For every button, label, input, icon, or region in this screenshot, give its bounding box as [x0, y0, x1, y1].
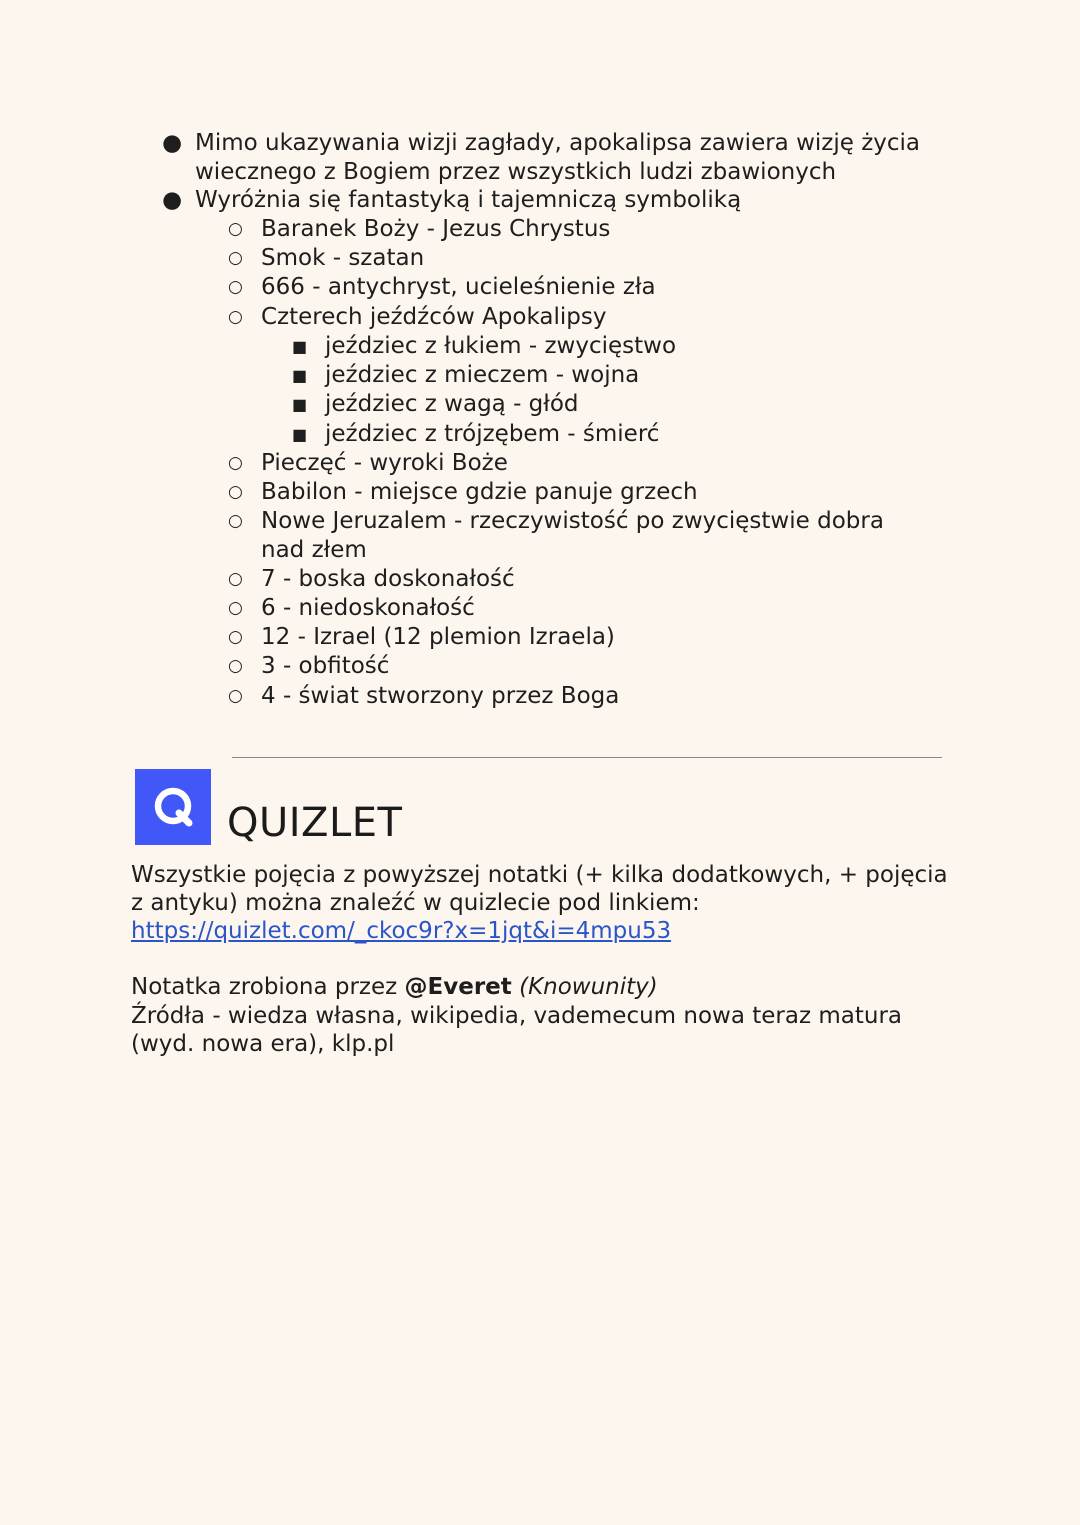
section-divider: [232, 757, 942, 758]
symbol-text: 4 - świat stworzony przez Boga: [261, 683, 620, 709]
symbol-text: Nowe Jeruzalem - rzeczywistość po zwycięstwie dobra nad złem: [261, 508, 884, 563]
bullet-square-icon: ■: [292, 337, 308, 356]
bullet-circle-icon: ○: [228, 686, 243, 706]
symbol-text: 666 - antychryst, ucieleśnienie zła: [261, 274, 656, 300]
bullet-square-icon: ■: [292, 366, 308, 385]
symbol-text: Baranek Boży - Jezus Chrystus: [261, 216, 611, 242]
horseman-text: jeździec z trójzębem - śmierć: [325, 421, 660, 447]
bullet-circle-icon: ○: [228, 511, 243, 531]
author-handle: @Everet: [404, 974, 512, 1000]
bullet-square-icon: ■: [292, 425, 308, 444]
symbol-text: 3 - obfitość: [261, 653, 390, 679]
author-line: [131, 973, 951, 1001]
bullet-circle-icon: ○: [228, 219, 243, 239]
horseman-text: jeździec z łukiem - zwycięstwo: [325, 333, 677, 359]
bullet-circle-icon: ○: [228, 569, 243, 589]
symbol-text: Pieczęć - wyroki Boże: [261, 450, 508, 476]
quizlet-q-icon: [135, 769, 211, 845]
bullet-circle-icon: ○: [228, 307, 243, 327]
symbol-text: 7 - boska doskonałość: [261, 566, 515, 592]
bullet-circle-icon: ○: [228, 482, 243, 502]
author-prefix: Notatka zrobiona przez: [131, 974, 405, 1000]
bullet-circle-icon: ○: [228, 656, 243, 676]
horseman-text: jeździec z mieczem - wojna: [325, 362, 640, 388]
quizlet-logo-icon: [135, 769, 211, 845]
author-platform: (Knowunity): [519, 974, 658, 1000]
intro-bullet-text: Mimo ukazywania wizji zagłady, apokalipsa zawiera wizję życia wiecznego z Bogiem przez wszystkich ludzi zbawionych: [195, 130, 921, 185]
bullet-circle-icon: ○: [228, 248, 243, 268]
intro-bullet-text: Wyróżnia się fantastyką i tajemniczą symboliką: [195, 187, 742, 213]
symbol-text: 12 - Izrael (12 plemion Izraela): [261, 624, 615, 650]
horseman-text: jeździec z wagą - głód: [325, 391, 579, 417]
symbol-text: 6 - niedoskonałość: [261, 595, 475, 621]
bullet-circle-icon: ○: [228, 277, 243, 297]
bullet-dot-icon: ●: [162, 130, 183, 156]
symbol-text: Babilon - miejsce gdzie panuje grzech: [261, 479, 698, 505]
quizlet-title: QUIZLET: [227, 800, 403, 846]
quizlet-description: [131, 861, 951, 945]
quizlet-link[interactable]: https://quizlet.com/_ckoc9r?x=1jqt&i=4mpu53: [131, 918, 672, 944]
bullet-dot-icon: ●: [162, 187, 183, 213]
bullet-circle-icon: ○: [228, 453, 243, 473]
symbol-text: Smok - szatan: [261, 245, 425, 271]
sources-line: Źródła - wiedza własna, wikipedia, vademecum nowa teraz matura (wyd. nowa era), klp.pl: [131, 1003, 903, 1057]
symbol-text: Czterech jeźdźców Apokalipsy: [261, 304, 607, 330]
bullet-circle-icon: ○: [228, 598, 243, 618]
bullet-square-icon: ■: [292, 395, 308, 414]
bullet-circle-icon: ○: [228, 627, 243, 647]
quizlet-description-text: Wszystkie pojęcia z powyższej notatki (+ kilka dodatkowych, + pojęcia z antyku) można znaleźć w quizlecie pod linkiem:: [131, 862, 948, 916]
